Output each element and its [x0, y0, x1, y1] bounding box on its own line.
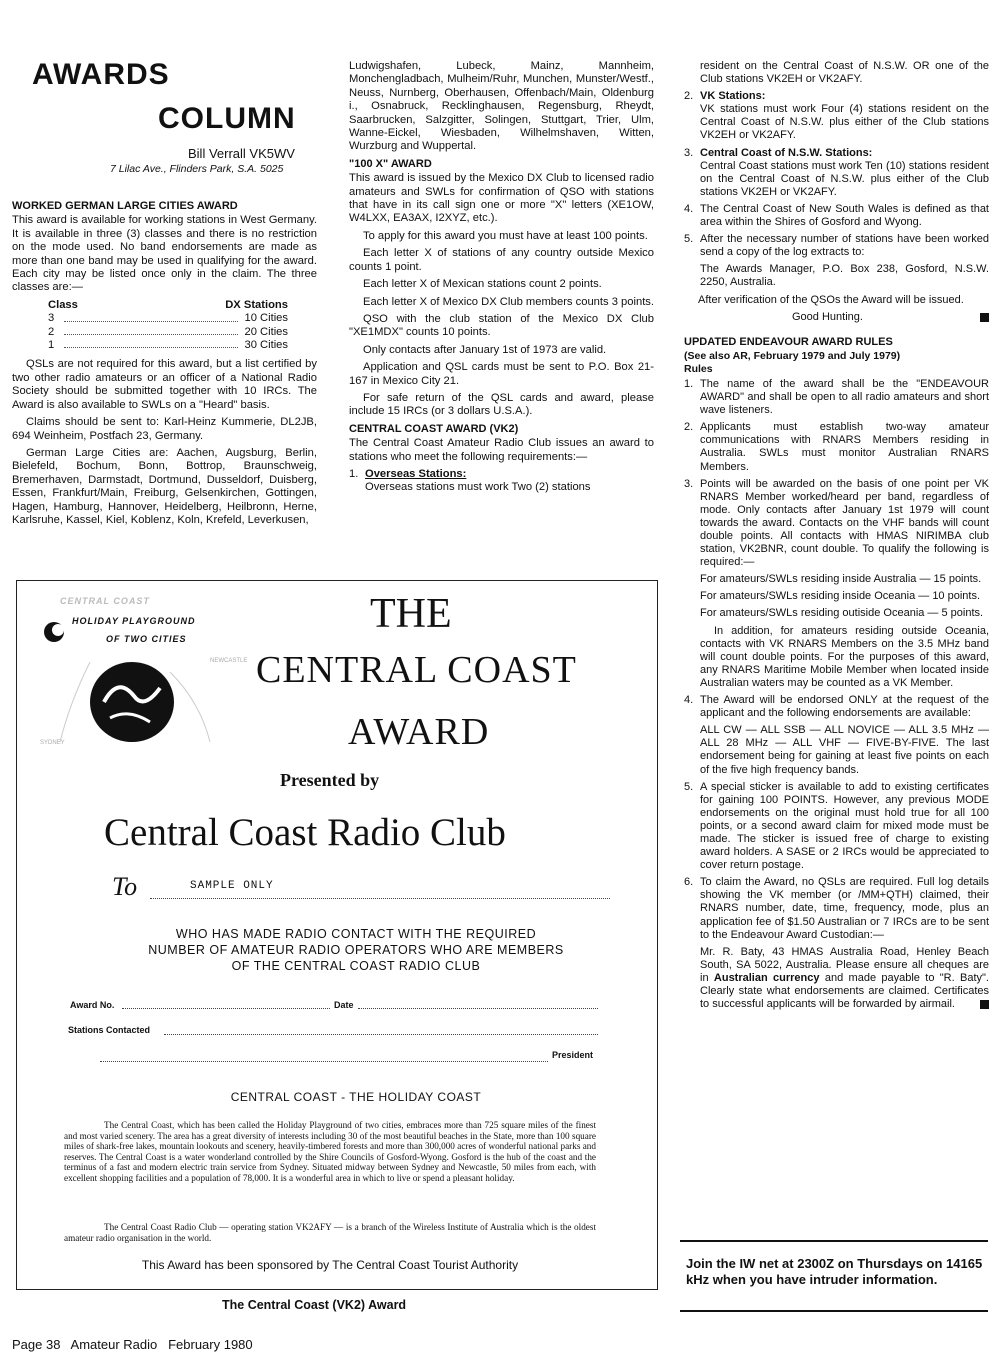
- page-footer: Page 38 Amateur Radio February 1980: [12, 1337, 253, 1352]
- paragraph: Application and QSL cards must be sent to P.O. Box 21-167 in Mexico City 21.: [349, 361, 654, 387]
- author-address: 7 Lilac Ave., Flinders Park, S.A. 5025: [110, 163, 284, 175]
- statement-line-1: WHO HAS MADE RADIO CONTACT WITH THE REQUIRED: [175, 927, 537, 941]
- table-cell-class: 3: [48, 312, 55, 325]
- statement-line-3: OF THE CENTRAL COAST RADIO CLUB: [231, 959, 481, 973]
- list-item-text: To claim the Award, no QSLs are required. Full log details showing the VK member (or /MM+QTH) claimed, their RNARS number, date, time, frequency, mode, plus an application fee of $1.50 Australian or 7 IRCs are to be sent to the Endeavour Award Custodian:—: [700, 876, 989, 941]
- radio-club-description: The Central Coast Radio Club — operating station VK2AFY — is a branch of the Wireless Institute of Australia which is the oldest amateur radio organisation in the world.: [64, 1222, 596, 1243]
- certificate-statement: [96, 926, 616, 974]
- paragraph: Each letter X of Mexico DX Club members counts 3 points.: [363, 295, 655, 308]
- list-item-text: VK stations must work Four (4) stations resident on the Central Coast of N.S.W. plus either of the Club stations VK2EH or VK2AFY.: [700, 103, 989, 142]
- paragraph: Only contacts after January 1st of 1973 are valid.: [363, 343, 607, 356]
- column-title-awards: AWARDS: [32, 58, 170, 91]
- award-no-label: Award No.: [70, 1000, 115, 1010]
- svg-text:NEWCASTLE: NEWCASTLE: [210, 658, 248, 664]
- table-cell-value: 20 Cities: [244, 325, 288, 338]
- list-item-text: Points will be awarded on the basis of one point per VK RNARS Member worked/heard per band, regardless of mode. Only contacts after January 1st 1979 will count towards the award. Contacts on the VHF bands will count double points. All contacts with HMAS NIRIMBA club station, VK2BNR, count double. To qualify the following is required:—: [700, 477, 989, 569]
- sponsor-line: This Award has been sponsored by The Central Coast Tourist Authority: [141, 1258, 519, 1272]
- date-line: [358, 1008, 598, 1009]
- dot-leader: [64, 312, 238, 321]
- holiday-coast-heading: CENTRAL COAST - THE HOLIDAY COAST: [230, 1090, 482, 1104]
- sign-off: [684, 311, 989, 324]
- sub-paragraph: For amateurs/SWLs residing outiside Oceania — 5 points.: [700, 607, 984, 620]
- column-1: [12, 196, 317, 531]
- list-item-text: Overseas stations must work Two (2) stations: [365, 481, 591, 494]
- paragraph: This award is available for working stations in West Germany. It is available in three (3) classes and there is no restriction on the mode used. No band endorsements are made as more than one band may be used in qualifying for the award. Each city may be listed once only in the claim. The three classes are:—: [12, 214, 317, 294]
- paragraph: For safe return of the QSL cards and award, please include 15 IRCs (or 3 dollars U.S.A.).: [349, 391, 654, 418]
- paragraph: After verification of the QSOs the Award will be issued.: [698, 293, 964, 306]
- heading-central-coast-award: CENTRAL COAST AWARD (VK2): [349, 422, 519, 435]
- certificate-club-name: Central Coast Radio Club: [104, 811, 506, 854]
- table-header: [48, 299, 288, 312]
- table-row: [48, 326, 288, 339]
- list-item-text: The Award will be endorsed ONLY at the request of the applicant and the following endorsements are available:: [700, 694, 989, 720]
- paragraph: This award is issued by the Mexico DX Club to licensed radio amateurs and SWLs for confirmation of QSO with stations that have in its call sign one or more "X" letters (XE1OW, W4LXX, EA3AX, I2XYZ, etc.).: [349, 172, 654, 225]
- paragraph: Claims should be sent to: Karl-Heinz Kummerie, DL2JB, 694 Weinheim, Postfach 23, Germany.: [12, 416, 317, 442]
- list-item: 1. The name of the award shall be the "ENDEAVOUR AWARD" and shall be open to all radio amateurs and short wave listeners.: [684, 377, 989, 417]
- paragraph: The Central Coast Amateur Radio Club issues an award to stations who meet the following requirements:—: [349, 437, 654, 463]
- table-row: [48, 339, 288, 352]
- table-cell-value: 10 Cities: [244, 312, 288, 325]
- certificate-to: To: [112, 872, 138, 901]
- emblem-top-text: CENTRAL COAST: [60, 596, 150, 606]
- list-item-title: Central Coast of N.S.W. Stations:: [700, 146, 873, 159]
- table-header-class: Class: [48, 298, 78, 311]
- good-hunting: Good Hunting.: [792, 310, 863, 323]
- list-item: 2. VK Stations: VK stations must work Four (4) stations resident on the Central Coast of N.S.W. plus either of the Club stations VK2EH or VK2AFY.: [684, 90, 989, 142]
- central-coast-description: The Central Coast, which has been called the Holiday Playground of two cities, embraces more than 725 square miles of the finest and most varied scenery. The area has a great diversity of interests including 30 of the most beautiful beaches in the State, more than 100 square miles of shark-free lakes, mountain lookouts and scenery, heavily-timbered forests and more than 300,000 acres of wonderful national parks and reserves. The Central Coast is a water wonderland controlled by the Shire Councils of Gosford-Wyong. Gosford is the hub of the coast and the terminus of a fast and modern electric train service from Sydney. Situated midway between Sydney and Newcastle, 50 miles from each, with excellent shopping facilities and a population of 78,000. It is a wonderful area in which to live or spend a pleasant holiday.: [64, 1120, 596, 1183]
- list-item-text: The Central Coast of New South Wales is defined as that area within the Shires of Gosford and Wyong.: [700, 202, 989, 229]
- paragraph: Each letter X of Mexican stations count 2 points.: [363, 278, 602, 291]
- recipient-line: [150, 898, 610, 899]
- list-item-text: The name of the award shall be the "ENDEAVOUR AWARD" and shall be open to all radio amateurs and short wave listeners.: [700, 377, 989, 417]
- list-item: 4. The Award will be endorsed ONLY at the request of the applicant and the following endorsements are available: ALL CW — ALL SSB — ALL NOVICE — ALL 3.5 MHz — ALL 28 MHz — ALL VHF — FIVE-BY-FIVE. The last endorsement being for gaining at least five points on each of the five high frequency bands.: [684, 694, 989, 776]
- list-item-text: A special sticker is available to add to existing certificates for gaining 100 POINTS. However, any previous MODE endorsements on the original must hold true for all 100 points, or a second award claim for mixed mode must be made. The sticker is issued free of charge to existing award holders. A SASE or 2 IRCs would be appreciated to cover return postage.: [700, 780, 989, 872]
- list-item: 6. To claim the Award, no QSLs are required. Full log details showing the VK member (or /MM+QTH) claimed, their RNARS number, date, time, frequency, mode, plus an application fee of $1.50 Australian or 7 IRCs are to be sent to the Endeavour Award Custodian:— Mr. R. Baty, 43 HMAS Australia Road, Henley Beach South, SA 5022, Australia. Please ensure all cheques are in Australian currency and made payable to "R. Baty". Clearly state what endorsements are claimed. Certificates to successful applicants will be forwarded by airmail.: [684, 876, 989, 1011]
- australian-currency: Australian currency: [713, 971, 820, 984]
- list-item: 5. After the necessary number of stations have been worked send a copy of the log extracts to:: [684, 233, 989, 259]
- table-header-dx: DX Stations: [225, 298, 288, 311]
- column-title-column: COLUMN: [158, 102, 296, 135]
- certificate-award: AWARD: [348, 711, 490, 753]
- author-name: Bill Verrall VK5WV: [188, 146, 295, 161]
- paragraph: German Large Cities are: Aachen, Augsburg, Berlin, Bielefeld, Bochum, Bonn, Bottrop, Braunschweig, Bremerhaven, Darmstadt, Dortmund, Dusseldorf, Duisberg, Essen, Frankfurt/Main, Freiburg, Gelsenkirchen, Gottingen, Hagen, Hamburg, Hannover, Heidelberg, Heilbronn, Herne, Karlsruhe, Kassel, Kiel, Koblenz, Koln, Krefeld, Leverkusen,: [12, 446, 317, 526]
- paragraph: Ludwigshafen, Lubeck, Mainz, Mannheim, Monchengladbach, Mulheim/Ruhr, Munchen, Munster/Westf., Neuss, Nurnberg, Oberhausen, Offenbach/Main, Oldenburg i., Osnabruck, Recklinghausen, Regensburg, Rheydt, Saarbrucken, Salzgitter, Solingen, Stuttgart, Trier, Ulm, Wanne-Eickel, Wiesbaden, Wilhelmshaven, Witten, Wurzburg and Wuppertal.: [349, 60, 654, 153]
- paragraph: QSO with the club station of the Mexico DX Club "XE1MDX" counts 10 points.: [349, 312, 654, 339]
- heading-see-also: (See also AR, February 1979 and July 1979): [684, 349, 901, 362]
- date-label: Date: [334, 1000, 354, 1010]
- holiday-emblem: [40, 592, 248, 752]
- table-cell-class: 1: [48, 339, 55, 352]
- award-no-line: [122, 1008, 330, 1009]
- stations-line: [164, 1034, 598, 1035]
- column-2: [349, 60, 654, 499]
- end-mark-icon: [980, 313, 989, 322]
- table-row: [48, 312, 288, 325]
- table-cell-class: 2: [48, 325, 55, 338]
- certificate-sample: SAMPLE ONLY: [190, 880, 274, 892]
- list-item: 2. Applicants must establish two-way amateur communications with RNARS Members residing in Australia. SWLs must monitor Australian RNARS Members.: [684, 421, 989, 473]
- list-item: 3. Central Coast of N.S.W. Stations: Central Coast stations must work Ten (10) stations resident on the Central Coast of N.S.W. plus either of the Club stations VK2EH or VK2AFY.: [684, 146, 989, 198]
- iw-net-text: Join the IW net at 2300Z on Thursdays on 14165 kHz when you have intruder information.: [686, 1256, 983, 1287]
- sub-paragraph: For amateurs/SWLs residing inside Oceania — 10 points.: [700, 590, 981, 603]
- sub-paragraph: For amateurs/SWLs residing inside Australia — 15 points.: [700, 573, 982, 586]
- heading-100x-award: "100 X" AWARD: [349, 157, 432, 170]
- paragraph: To apply for this award you must have at least 100 points.: [363, 229, 648, 242]
- list-item-title: VK Stations:: [700, 90, 766, 103]
- list-item-text: Applicants must establish two-way amateur communications with RNARS Members residing in Australia. SWLs must monitor Australian RNARS Members.: [700, 421, 989, 473]
- sub-paragraph: In addition, for amateurs residing outside Oceania, contacts with VK RNARS Members on the 3.5 MHz band will count double points. For the purposes of this award, any RNARS Maritime Mobile Member when located inside Australian waters may be counted as a VK Member.: [700, 624, 989, 689]
- list-item: 1. Overseas Stations:: [349, 467, 467, 480]
- list-item-text: Central Coast stations must work Ten (10) stations resident on the Central Coast of N.S.W. plus either of the Club stations VK2EH or VK2AFY.: [700, 159, 989, 198]
- list-item-text: After the necessary number of stations have been worked send a copy of the log extracts to:: [700, 233, 989, 259]
- heading-rules: Rules: [684, 362, 713, 375]
- sub-paragraph: Mr. R. Baty, 43 HMAS Australia Road, Henley Beach South, SA 5022, Australia. Please ensure all cheques are in Australian currency and made payable to "R. Baty". Clearly state what endorsements are claimed. Certificates to successful applicants will be forwarded by airmail.: [700, 945, 989, 1011]
- president-label: President: [552, 1050, 594, 1060]
- certificate-presented-by: Presented by: [280, 770, 380, 790]
- list-item: 5. A special sticker is available to add to existing certificates for gaining 100 POINTS. However, any previous MODE endorsements on the original must hold true for all 100 points, or a second award claim for mixed mode must be made. The sticker is issued free of charge to existing award holders. A SASE or 2 IRCs would be appreciated to cover return postage.: [684, 780, 989, 872]
- svg-text:SYDNEY: SYDNEY: [40, 740, 65, 746]
- dot-leader: [64, 339, 238, 348]
- sub-paragraph: ALL CW — ALL SSB — ALL NOVICE — ALL 3.5 MHz — ALL 28 MHz — ALL VHF — FIVE-BY-FIVE. The last endorsement being for gaining at least five points on each of the five high frequency bands.: [700, 724, 989, 776]
- heading-endeavour: UPDATED ENDEAVOUR AWARD RULES: [684, 335, 893, 348]
- awards-manager-address: The Awards Manager, P.O. Box 238, Gosford, N.S.W. 2250, Australia.: [700, 263, 989, 289]
- certificate-the: THE: [370, 591, 452, 637]
- statement-line-2: NUMBER OF AMATEUR RADIO OPERATORS WHO ARE MEMBERS: [148, 943, 564, 957]
- paragraph: Each letter X of stations of any country outside Mexico counts 1 point.: [349, 247, 654, 273]
- emblem-line-2: OF TWO CITIES: [106, 634, 187, 644]
- list-item: 4. The Central Coast of New South Wales is defined as that area within the Shires of Gosford and Wyong.: [684, 202, 989, 229]
- end-mark-icon: [980, 1000, 989, 1009]
- dot-leader: [64, 326, 238, 335]
- stations-contacted-label: Stations Contacted: [68, 1025, 151, 1035]
- heading-german-cities: WORKED GERMAN LARGE CITIES AWARD: [12, 200, 238, 212]
- certificate-central-coast: CENTRAL COAST: [256, 649, 577, 691]
- paragraph: QSLs are not required for this award, but a list certified by two other radio amateurs or an officer of a National Radio Society should be submitted together with 10 IRCs. The Award is also available to SWLs on a "Heard" basis.: [12, 358, 317, 411]
- table-cell-value: 30 Cities: [244, 339, 288, 352]
- column-3: [684, 60, 989, 1015]
- list-item: 3. Points will be awarded on the basis of one point per VK RNARS Member worked/heard per band, regardless of mode. Only contacts after January 1st 1979 will count towards the award. Contacts on the VHF bands will count double points. All contacts with HMAS NIRIMBA club station, VK2BNR, count double. To qualify the following is required:— For amateurs/SWLs residing inside Australia — 15 points. For amateurs/SWLs residing inside Oceania — 10 points. For amateurs/SWLs residing outiside Oceania — 5 points. In addition, for amateurs residing outside Oceania, contacts with VK RNARS Members on the 3.5 MHz band will count double points. For the purposes of this award, any RNARS Maritime Mobile Member when located inside Australian waters may be counted as a VK Member.: [684, 477, 989, 689]
- emblem-line-1: HOLIDAY PLAYGROUND: [72, 616, 196, 626]
- president-line: [100, 1061, 548, 1062]
- paragraph: resident on the Central Coast of N.S.W. OR one of the Club stations VK2EH or VK2AFY.: [700, 60, 989, 86]
- certificate-caption: The Central Coast (VK2) Award: [222, 1298, 407, 1312]
- classes-table: [48, 299, 288, 353]
- list-item-title: Overseas Stations:: [365, 467, 467, 480]
